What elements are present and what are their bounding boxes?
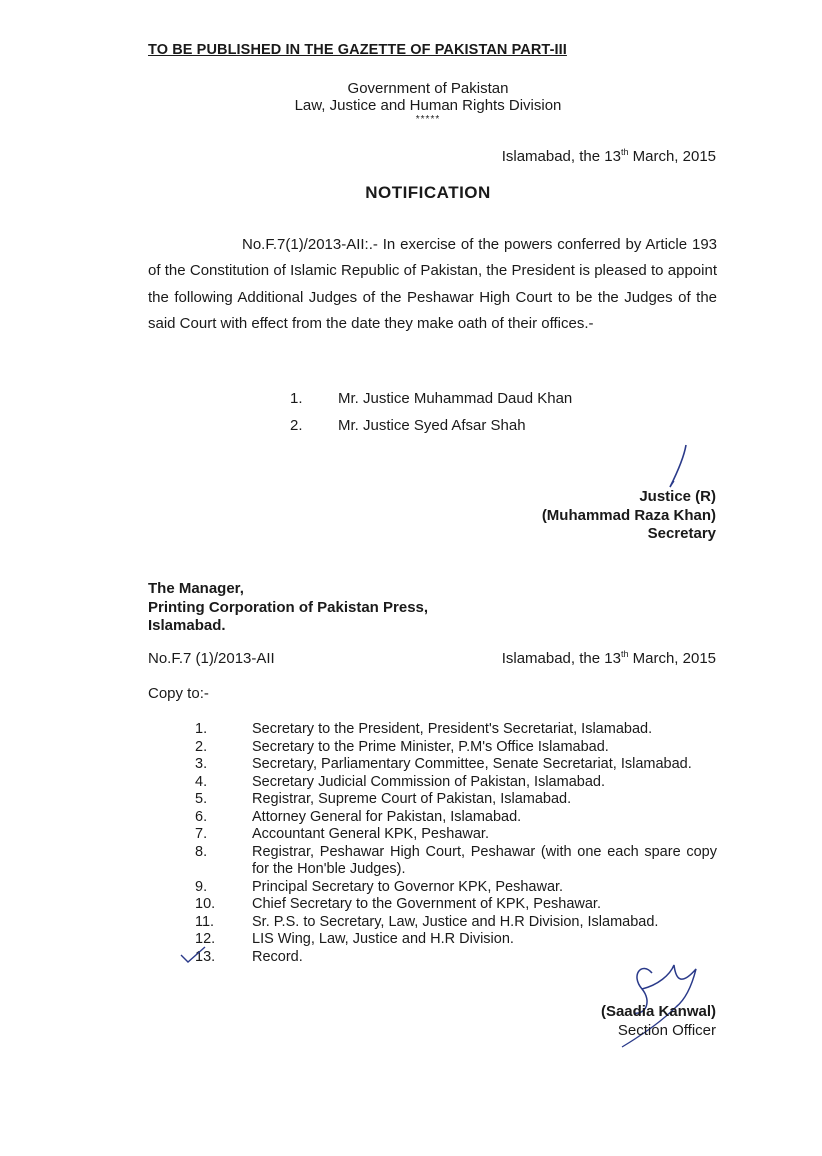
header-stars: ***** xyxy=(415,114,441,125)
list-item: 4. Secretary Judicial Commission of Pakistan, Islamabad. xyxy=(195,773,605,790)
list-item: 11. Sr. P.S. to Secretary, Law, Justice and H.R Division, Islamabad. xyxy=(195,913,659,930)
file-number: No.F.7 (1)/2013-AII xyxy=(148,650,275,667)
list-item: 9. Principal Secretary to Governor KPK, Peshawar. xyxy=(195,878,564,895)
list-item: 10. Chief Secretary to the Government of KPK, Peshawar. xyxy=(195,896,601,912)
notification-heading: NOTIFICATION xyxy=(365,183,491,202)
secretary-name: (Muhammad Raza Khan) xyxy=(541,506,716,524)
addressee-line: Printing Corporation of Pakistan Press, xyxy=(148,598,429,616)
list-item: 6. Attorney General for Pakistan, Islamabad. xyxy=(195,808,522,825)
notification-date: Islamabad, the 13th March, 2015 xyxy=(501,147,716,165)
list-item: 12. LIS Wing, Law, Justice and H.R Division. xyxy=(195,931,514,947)
judge-item: 1. Mr. Justice Muhammad Daud Khan xyxy=(290,390,573,407)
copy-to-list xyxy=(195,721,717,966)
list-item: 8. Registrar, Peshawar High Court, Peshawar (with one each spare copy for the Hon'ble Judges). xyxy=(195,843,717,877)
list-item: 7. Accountant General KPK, Peshawar. xyxy=(195,826,489,842)
section-officer-name: (Saadia Kanwal) xyxy=(600,1003,716,1020)
judge-item: 2. Mr. Justice Syed Afsar Shah xyxy=(290,417,526,434)
copy-date: Islamabad, the 13th March, 2015 xyxy=(501,649,716,667)
gazette-title: TO BE PUBLISHED IN THE GAZETTE OF PAKISTAN PART-III xyxy=(148,42,567,58)
addressee-line: The Manager, xyxy=(148,580,244,597)
section-officer-block xyxy=(601,1002,716,1040)
secretary-block xyxy=(542,488,716,544)
secretary-title-line: Justice (R) xyxy=(639,488,716,505)
checkmark-icon xyxy=(180,945,206,965)
list-item: 13. Record. xyxy=(195,948,303,965)
list-item: 3. Secretary, Parliamentary Committee, Senate Secretariat, Islamabad. xyxy=(195,756,692,772)
judges-list xyxy=(290,390,572,444)
secretary-designation: Secretary xyxy=(647,525,716,542)
addressee-block xyxy=(148,580,428,636)
notification-body: No.F.7(1)/2013-AII:.- In exercise of the powers conferred by Article 193 of the Constitution of Islamic Republic of Pakistan, the President is pleased to appoint the following Additional Judges of the Peshawar High Court to be the Judges of the said Court with effect from the date they make oath of their offices.- xyxy=(148,236,717,332)
division-name: Law, Justice and Human Rights Division xyxy=(294,97,562,114)
list-item: 1. Secretary to the President, President's Secretariat, Islamabad. xyxy=(195,721,653,737)
list-item: 5. Registrar, Supreme Court of Pakistan, Islamabad. xyxy=(195,791,572,807)
secretary-signature xyxy=(664,443,696,491)
copy-to-label: Copy to:- xyxy=(148,685,209,702)
addressee-line: Islamabad. xyxy=(148,617,226,634)
list-item: 2. Secretary to the Prime Minister, P.M's Office Islamabad. xyxy=(195,738,609,755)
section-officer-title: Section Officer xyxy=(617,1022,716,1039)
government-name: Government of Pakistan xyxy=(347,80,509,97)
